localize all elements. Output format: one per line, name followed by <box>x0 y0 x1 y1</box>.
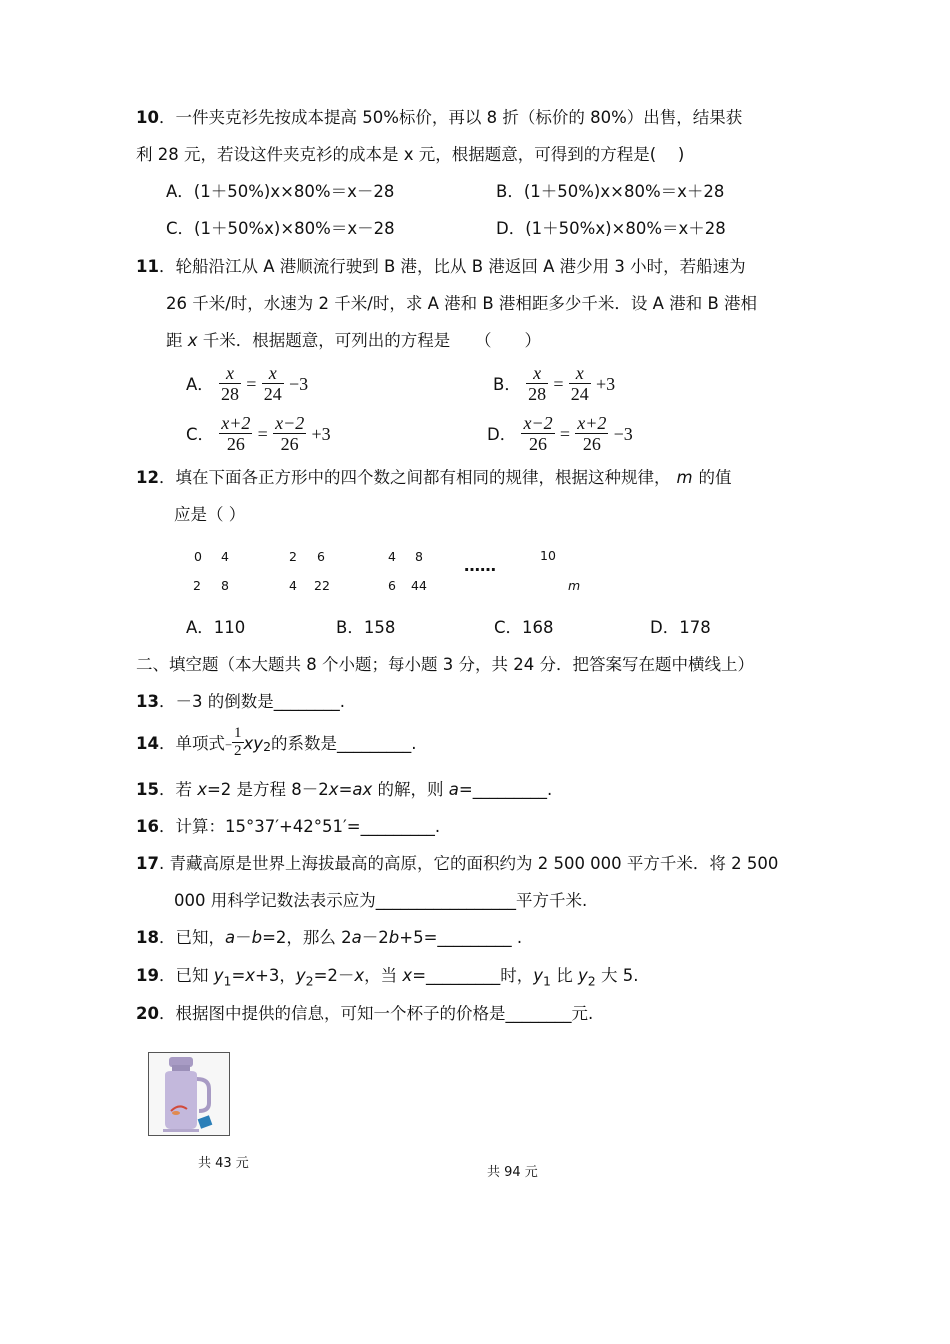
q15-d: 的解，则 <box>372 780 449 799</box>
q11-c-eq: = <box>257 424 268 444</box>
q18-e: +5=_________ . <box>399 928 523 947</box>
q10-number: 10 <box>136 108 159 127</box>
square1-top-left: 0 <box>194 549 202 564</box>
q11-a-frac2 <box>262 363 284 404</box>
q11-option-d <box>487 414 633 456</box>
q13-number: 13 <box>136 692 159 711</box>
q18-a: ．已知， <box>158 928 225 947</box>
square1-bottom-left: 2 <box>193 578 201 593</box>
q11-b-d1: 28 <box>528 384 547 404</box>
q14-post: 的系数是_________. <box>271 734 417 753</box>
q18-bv: b <box>251 928 263 947</box>
q11-c-label: C． <box>186 425 215 444</box>
square4-m: m <box>568 578 581 593</box>
q15-e: =_________. <box>458 780 553 799</box>
q19-a: ．已知 <box>158 966 214 985</box>
q19-x3: x <box>402 966 413 985</box>
q15-b: =2 是方程 8－2 <box>206 780 329 799</box>
square2-top-right: 6 <box>317 549 325 564</box>
q19-sub1: 1 <box>223 973 232 989</box>
q11-line1 <box>136 255 746 279</box>
q17-line1 <box>136 852 778 876</box>
thermos-icon <box>149 1053 229 1135</box>
q19-x: x <box>245 966 256 985</box>
q12-option-d: D．178 <box>650 618 711 637</box>
q12-option-b: B．158 <box>336 618 396 637</box>
q19-y1: y <box>213 966 224 985</box>
q18-c: =2，那么 2 <box>262 928 352 947</box>
q11-a-eq: = <box>246 374 257 394</box>
q18-b: － <box>235 928 252 947</box>
q11-d-d2: 26 <box>582 434 601 454</box>
q15-number: 15 <box>136 780 159 799</box>
q19-d: =2－ <box>313 966 355 985</box>
square1-bottom-right: 8 <box>221 578 229 593</box>
q12-text1-end: 的值 <box>698 468 732 487</box>
q19-h: 大 5. <box>595 966 639 985</box>
q11-b-tail: +3 <box>595 374 616 394</box>
q18-av2: a <box>351 928 362 947</box>
q11-d-d1: 26 <box>529 434 548 454</box>
q11-var-x: x <box>187 331 198 350</box>
square4-top: 10 <box>540 548 556 563</box>
q19-sub3: 1 <box>543 973 551 989</box>
q11-d-n1: x−2 <box>523 413 553 433</box>
q19-y2: y <box>295 966 306 985</box>
q19-sub2: 2 <box>305 973 314 989</box>
q19-y3: y <box>533 966 544 985</box>
q12-ellipsis: …… <box>464 556 496 575</box>
q11-c-n1: x+2 <box>221 413 251 433</box>
q19-x2: x <box>354 966 365 985</box>
q15-x: x <box>197 780 207 799</box>
q16 <box>136 815 440 839</box>
q17-line2: 000 用科学记数法表示应为_________________平方千米. <box>174 891 588 910</box>
q11-d-n2: x+2 <box>577 413 607 433</box>
q12-var-m: m <box>676 468 693 487</box>
q10-option-c: C．(1＋50%x)×80%＝x－28 <box>166 219 395 238</box>
q15-ax: ax <box>352 780 373 799</box>
q20 <box>136 1002 593 1026</box>
q14-pre: ．单项式 <box>158 734 225 753</box>
q11-c-d2: 26 <box>280 434 299 454</box>
q11-text1: ．轮船沿江从 A 港顺流行驶到 B 港，比从 B 港返回 A 港少用 3 小时，若船速为 <box>158 257 746 276</box>
q13-text: ．－3 的倒数是________. <box>158 692 345 711</box>
q14-den: 2 <box>234 743 242 759</box>
q18 <box>136 926 522 950</box>
q11-c-frac2 <box>273 413 306 454</box>
q19-sub4: 2 <box>587 973 596 989</box>
square1-top-right: 4 <box>221 549 229 564</box>
q11-c-tail: +3 <box>311 424 331 444</box>
q11-option-b <box>493 364 615 406</box>
q11-text3b: 千米．根据题意，可列出的方程是 （ ） <box>197 331 542 350</box>
q18-av: a <box>224 928 236 947</box>
q11-a-d2: 24 <box>263 384 282 404</box>
q11-a-n2: x <box>262 363 284 384</box>
q18-d: －2 <box>361 928 389 947</box>
q12-line1 <box>136 466 732 490</box>
q19-number: 19 <box>136 966 159 985</box>
q19-f: =_________时， <box>412 966 534 985</box>
q11-b-n1: x <box>526 363 548 384</box>
q10-option-d: D．(1＋50%x)×80%＝x＋28 <box>496 219 726 238</box>
q11-d-tail: −3 <box>613 424 633 444</box>
q14-num: 1 <box>234 725 242 741</box>
q20-text: ．根据图中提供的信息，可知一个杯子的价格是________元. <box>158 1004 594 1023</box>
q11-option-a <box>186 364 308 406</box>
q10-option-b: B．(1＋50%)x×80%＝x＋28 <box>496 182 725 201</box>
square2-bottom-left: 4 <box>289 578 297 593</box>
q11-b-frac2 <box>569 363 591 404</box>
q19-g: 比 <box>550 966 578 985</box>
q11-a-label: A． <box>186 375 214 394</box>
q11-a-n1: x <box>219 363 241 384</box>
q11-a-d1: 28 <box>221 384 240 404</box>
square2-bottom-right: 22 <box>314 578 330 593</box>
q13 <box>136 690 345 714</box>
q15-x2: x <box>328 780 339 799</box>
q11-d-label: D． <box>487 425 517 444</box>
q11-b-n2: x <box>569 363 591 384</box>
q19-b: = <box>231 966 246 985</box>
q11-option-c <box>186 414 331 456</box>
q12-option-a: A．110 <box>186 618 246 637</box>
q11-b-frac1 <box>526 363 548 404</box>
q12-line2: 应是（ ） <box>174 505 246 524</box>
q11-d-frac2 <box>575 413 608 454</box>
q14-sign: − <box>224 738 233 752</box>
square3-top-left: 4 <box>388 549 396 564</box>
q11-c-n2: x−2 <box>275 413 305 433</box>
square3-top-right: 8 <box>415 549 423 564</box>
q11-d-eq: = <box>559 424 571 444</box>
section2-heading: 二、填空题（本大题共 8 个小题；每小题 3 分，共 24 分．把答案写在题中横线上） <box>136 655 754 674</box>
q10-line2: 利 28 元，若设这件夹克衫的成本是 x 元，根据题意，可得到的方程是( ) <box>136 145 685 164</box>
q15-c: = <box>338 780 353 799</box>
q17-number: 17 <box>136 854 159 873</box>
square3-bottom-left: 6 <box>388 578 396 593</box>
q12-option-c: C．168 <box>494 618 554 637</box>
q11-d-frac1 <box>521 413 554 454</box>
q19-c: +3， <box>255 966 296 985</box>
q19-y4: y <box>577 966 588 985</box>
q11-line3 <box>166 329 541 353</box>
q12-text1: ．填在下面各正方形中的四个数之间都有相同的规律，根据这种规律， <box>158 468 671 487</box>
q17-text1: . 青藏高原是世界上海拔最高的高原，它的面积约为 2 500 000 平方千米．将 2 500 <box>158 854 779 873</box>
q11-text3a: 距 <box>166 331 188 350</box>
q14 <box>136 724 417 765</box>
q11-c-frac1 <box>219 413 252 454</box>
q11-a-frac1 <box>219 363 241 404</box>
q11-b-label: B． <box>493 375 521 394</box>
q18-number: 18 <box>136 928 159 947</box>
q11-number: 11 <box>136 257 159 276</box>
q15-av: a <box>448 780 459 799</box>
q11-line2: 26 千米/时，水速为 2 千米/时，求 A 港和 B 港相距多少千米．设 A 港和 B 港相 <box>166 294 758 313</box>
q11-b-d2: 24 <box>570 384 589 404</box>
q10-option-a: A．(1＋50%)x×80%＝x－28 <box>166 182 395 201</box>
q16-number: 16 <box>136 817 159 836</box>
q15-a: ．若 <box>158 780 198 799</box>
q14-frac <box>232 725 244 760</box>
caption-right: 共 94 元 <box>487 1165 538 1180</box>
thermos-image <box>148 1052 230 1136</box>
q14-var: xy <box>243 734 264 753</box>
q20-number: 20 <box>136 1004 159 1023</box>
q14-exp: 2 <box>263 739 272 754</box>
q19 <box>136 964 638 993</box>
q19-e: ，当 <box>364 966 403 985</box>
q10-text1: ．一件夹克衫先按成本提高 50%标价，再以 8 折（标价的 80%）出售，结果获 <box>158 108 743 127</box>
q11-a-tail: −3 <box>288 374 309 394</box>
q10-line1 <box>136 106 742 130</box>
q14-number: 14 <box>136 734 159 753</box>
q11-b-eq: = <box>553 374 564 394</box>
q12-number: 12 <box>136 468 159 487</box>
q18-bv2: b <box>388 928 400 947</box>
square3-bottom-right: 44 <box>411 578 427 593</box>
square2-top-left: 2 <box>289 549 297 564</box>
q15 <box>136 778 552 802</box>
q11-c-d1: 26 <box>226 434 245 454</box>
caption-left: 共 43 元 <box>198 1156 249 1171</box>
q16-text: ．计算：15°37′+42°51′=_________. <box>158 817 441 836</box>
